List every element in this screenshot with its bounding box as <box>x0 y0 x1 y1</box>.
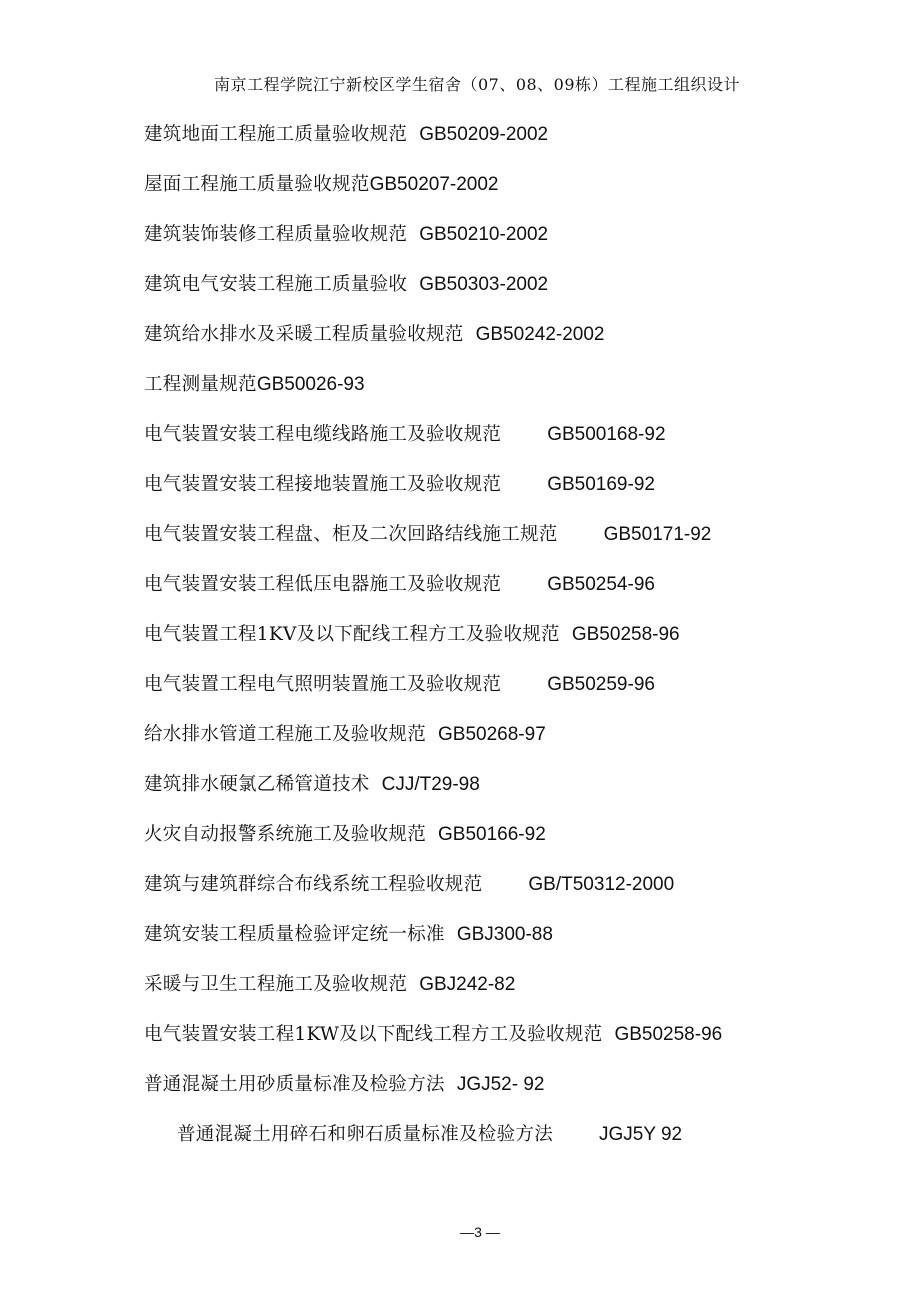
standard-code: GB500168-92 <box>547 424 666 445</box>
standard-row <box>144 1072 884 1122</box>
standard-code: GB50166-92 <box>438 824 546 845</box>
standard-name: 建筑与建筑群综合布线系统工程验收规范 <box>144 874 483 895</box>
standard-name: 普通混凝土用碎石和卵石质量标准及检验方法 <box>177 1124 554 1145</box>
standard-code: GB50209-2002 <box>419 124 549 145</box>
standard-code: JGJ52- 92 <box>456 1074 545 1095</box>
standard-row <box>144 672 884 722</box>
standard-row <box>144 1022 884 1072</box>
standard-row <box>144 372 884 422</box>
standard-name: 建筑装饰装修工程质量验收规范 <box>144 224 408 245</box>
standard-code: GB50171-92 <box>603 524 712 545</box>
standard-row <box>144 272 884 322</box>
standard-row <box>144 122 884 172</box>
standard-code: GB50303-2002 <box>419 274 549 295</box>
standard-row <box>144 922 884 972</box>
standard-code: CJJ/T29-98 <box>381 774 480 795</box>
standard-name: 给水排水管道工程施工及验收规范 <box>144 724 427 745</box>
standard-row <box>144 622 884 672</box>
standard-name: 建筑排水硬氯乙稀管道技术 <box>144 774 370 795</box>
standard-row <box>144 522 884 572</box>
standard-code: GB50258-96 <box>571 624 680 645</box>
standard-name: 建筑给水排水及采暖工程质量验收规范 <box>144 324 464 345</box>
standard-row <box>144 722 884 772</box>
standard-name: 电气装置安装工程电缆线路施工及验收规范 <box>144 424 502 445</box>
standard-code: GB50210-2002 <box>419 224 549 245</box>
standard-row <box>144 572 884 622</box>
standard-name: 建筑电气安装工程施工质量验收 <box>144 274 408 295</box>
standard-row <box>144 322 884 372</box>
standard-code: GB50254-96 <box>547 574 655 595</box>
standard-name: 工程测量规范 <box>144 374 257 395</box>
page-header: 南京工程学院江宁新校区学生宿舍（07、08、09栋）工程施工组织设计 <box>213 75 741 94</box>
standard-name: 普通混凝土用砂质量标准及检验方法 <box>144 1074 445 1095</box>
standard-name: 电气装置安装工程1KW及以下配线工程方工及验收规范 <box>144 1024 603 1045</box>
standard-row <box>144 172 884 222</box>
standard-code: GB50268-97 <box>438 724 546 745</box>
standard-name: 电气装置安装工程接地装置施工及验收规范 <box>144 474 502 495</box>
standard-row <box>144 772 884 822</box>
standard-code: GB50259-96 <box>547 674 655 695</box>
standard-code: GB50242-2002 <box>475 324 605 345</box>
standard-name: 采暖与卫生工程施工及验收规范 <box>144 974 408 995</box>
standard-code: GB50207-2002 <box>369 174 499 195</box>
standard-name: 建筑地面工程施工质量验收规范 <box>144 124 408 145</box>
standard-code: GB50026-93 <box>256 374 365 395</box>
page-number: —3 — <box>460 1224 500 1240</box>
standard-row <box>144 872 884 922</box>
standard-code: GBJ300-88 <box>456 924 553 945</box>
standard-code: JGJ5Y 92 <box>599 1124 683 1145</box>
standards-list <box>144 122 884 1172</box>
standard-code: GB/T50312-2000 <box>528 874 675 895</box>
standard-name: 电气装置工程电气照明装置施工及验收规范 <box>144 674 502 695</box>
standard-row <box>144 822 884 872</box>
standard-row <box>144 1122 884 1172</box>
standard-code: GBJ242-82 <box>419 974 516 995</box>
standard-code: GB50258-96 <box>614 1024 723 1045</box>
standard-name: 火灾自动报警系统施工及验收规范 <box>144 824 427 845</box>
standard-row <box>144 472 884 522</box>
standard-name: 屋面工程施工质量验收规范 <box>144 174 370 195</box>
standard-row <box>144 422 884 472</box>
standard-name: 电气装置安装工程盘、柜及二次回路结线施工规范 <box>144 524 558 545</box>
standard-code: GB50169-92 <box>547 474 655 495</box>
standard-name: 电气装置安装工程低压电器施工及验收规范 <box>144 574 502 595</box>
standard-row <box>144 972 884 1022</box>
standard-name: 建筑安装工程质量检验评定统一标准 <box>144 924 445 945</box>
standard-name: 电气装置工程1KV及以下配线工程方工及验收规范 <box>144 624 560 645</box>
standard-row <box>144 222 884 272</box>
